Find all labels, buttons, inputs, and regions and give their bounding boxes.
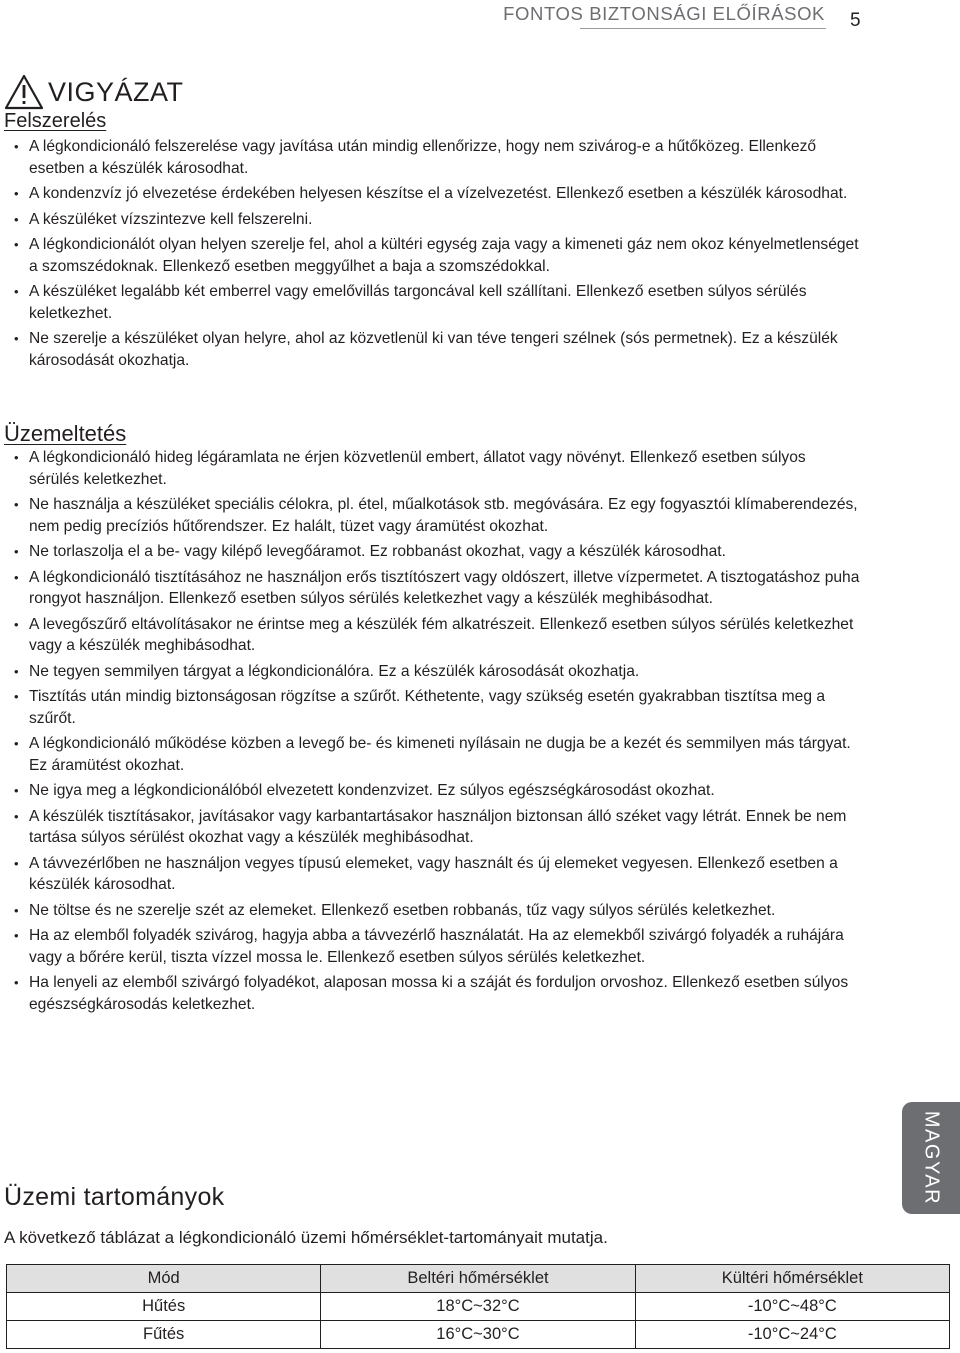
language-tab [902,1102,960,1214]
table-cell: -10°C~48°C [635,1293,949,1321]
list-item: • Ha lenyeli az elemből szivárgó folyadékot, alaposan mossa ki a száját és forduljon orvoshoz. Ellenkező esetben súlyos egészségkárosodás keletkezhet. [12,972,860,1015]
list-item: • A készüléket legalább két emberrel vagy emelővillás targoncával kell szállítani. Ellenkező esetben súlyos sérülés keletkezhet. [12,281,860,324]
table-cell: -10°C~24°C [635,1321,949,1349]
column-header-mode: Mód [7,1265,321,1293]
table-cell: Hűtés [7,1293,321,1321]
table-header-row [7,1265,950,1293]
language-tab-label: MAGYAR [920,1110,943,1206]
operating-ranges-intro: A következő táblázat a légkondicionáló üzemi hőmérséklet-tartományait mutatja. [4,1228,608,1247]
list-item: • A távvezérlőben ne használjon vegyes típusú elemeket, vagy használt és új elemeket vegyesen. Ellenkező esetben a készülék károsodhat. [12,853,860,896]
operation-list [12,447,860,1019]
list-item: • Ne igya meg a légkondicionálóból elvezetett kondenzvizet. Ez súlyos egészségkárosodást okozhat. [12,780,860,802]
table-cell: 18°C~32°C [321,1293,635,1321]
table-cell: 16°C~30°C [321,1321,635,1349]
column-header-indoor: Beltéri hőmérséklet [321,1265,635,1293]
list-item: • Tisztítás után mindig biztonságosan rögzítse a szűrőt. Kéthetente, vagy szükség esetén gyakrabban tisztítsa meg a szűrőt. [12,686,860,729]
section-title-operation: Üzemeltetés [4,421,127,446]
list-item: • A légkondicionáló felszerelése vagy javítása után mindig ellenőrizze, hogy nem szivárog-e a hűtőközeg. Ellenkező esetben a készülék károsodhat. [12,136,860,179]
list-item: • Ne használja a készüléket speciális célokra, pl. étel, műalkotások stb. megóvására. Ez egy fogyasztói klímaberendezés, nem pedig precíziós hűtőrendszer. Ez halált, tüzet vagy áramütést okozhat. [12,494,860,537]
operating-ranges-table [6,1264,950,1349]
installation-list [12,136,860,375]
list-item: • Ne töltse és ne szerelje szét az elemeket. Ellenkező esetben robbanás, tűz vagy súlyos sérülés keletkezhet. [12,900,860,922]
list-item: • A légkondicionáló működése közben a levegő be- és kimeneti nyílásain ne dugja be a kezét és semmilyen más tárgyat. Ez áramütést okozhat. [12,733,860,776]
list-item: • A levegőszűrő eltávolításakor ne érintse meg a készülék fém alkatrészeit. Ellenkező esetben súlyos sérülés keletkezhet vagy a készülék meghibásodhat. [12,614,860,657]
list-item: • Ne tegyen semmilyen tárgyat a légkondicionálóra. Ez a készülék károsodását okozhatja. [12,661,860,683]
list-item: • A készülék tisztításakor, javításakor vagy karbantartásakor használjon biztonsan álló széket vagy létrát. Ennek be nem tartása súlyos sérülést okozhat vagy a készülék meghibásodhat. [12,806,860,849]
list-item: • A légkondicionálót olyan helyen szerelje fel, ahol a kültéri egység zaja vagy a kimeneti gáz nem okoz kényelmetlenséget a szomszédoknak. Ellenkező esetben meggyűlhet a baja a szomszédokkal. [12,234,860,277]
list-item: • Ne szerelje a készüléket olyan helyre, ahol az közvetlenül ki van téve tengeri szélnek (sós permetnek). Ez a készülék károsodását okozhatja. [12,328,860,371]
warning-title: VIGYÁZAT [48,76,184,107]
header-title: FONTOS BIZTONSÁGI ELŐÍRÁSOK [503,3,825,24]
warning-heading [4,74,184,110]
list-item: • Ha az elemből folyadék szivárog, hagyja abba a távvezérlő használatát. Ha az elemekből szivárgó folyadék a ruhájára vagy a bőrére kerül, tiszta vízzel mossa le. Ellenkező esetben súlyos sérülés keletkezhet. [12,925,860,968]
list-item: • A készüléket vízszintezve kell felszerelni. [12,209,860,231]
list-item: • A kondenzvíz jó elvezetése érdekében helyesen készítse el a vízelvezetést. Ellenkező esetben a készülék károsodhat. [12,183,860,205]
list-item: • Ne torlaszolja el a be- vagy kilépő levegőáramot. Ez robbanást okozhat, vagy a készülék károsodhat. [12,541,860,563]
column-header-outdoor: Kültéri hőmérséklet [635,1265,949,1293]
table-row [7,1293,950,1321]
page-header [0,0,960,40]
header-rule [580,28,826,29]
warning-triangle-icon [4,74,44,110]
list-item: • A légkondicionáló tisztításához ne használjon erős tisztítószert vagy oldószert, illetve vízpermetet. A tisztogatáshoz puha rongyot használjon. Ellenkező esetben súlyos sérülés keletkezhet vagy a készülék meghibásodhat. [12,567,860,610]
operating-ranges-title: Üzemi tartományok [4,1183,225,1211]
table-row [7,1321,950,1349]
page-number: 5 [850,10,861,31]
list-item: • A légkondicionáló hideg légáramlata ne érjen közvetlenül embert, állatot vagy növényt. Ellenkező esetben súlyos sérülés keletkezhet. [12,447,860,490]
table-cell: Fűtés [7,1321,321,1349]
section-title-installation: Felszerelés [4,110,107,132]
